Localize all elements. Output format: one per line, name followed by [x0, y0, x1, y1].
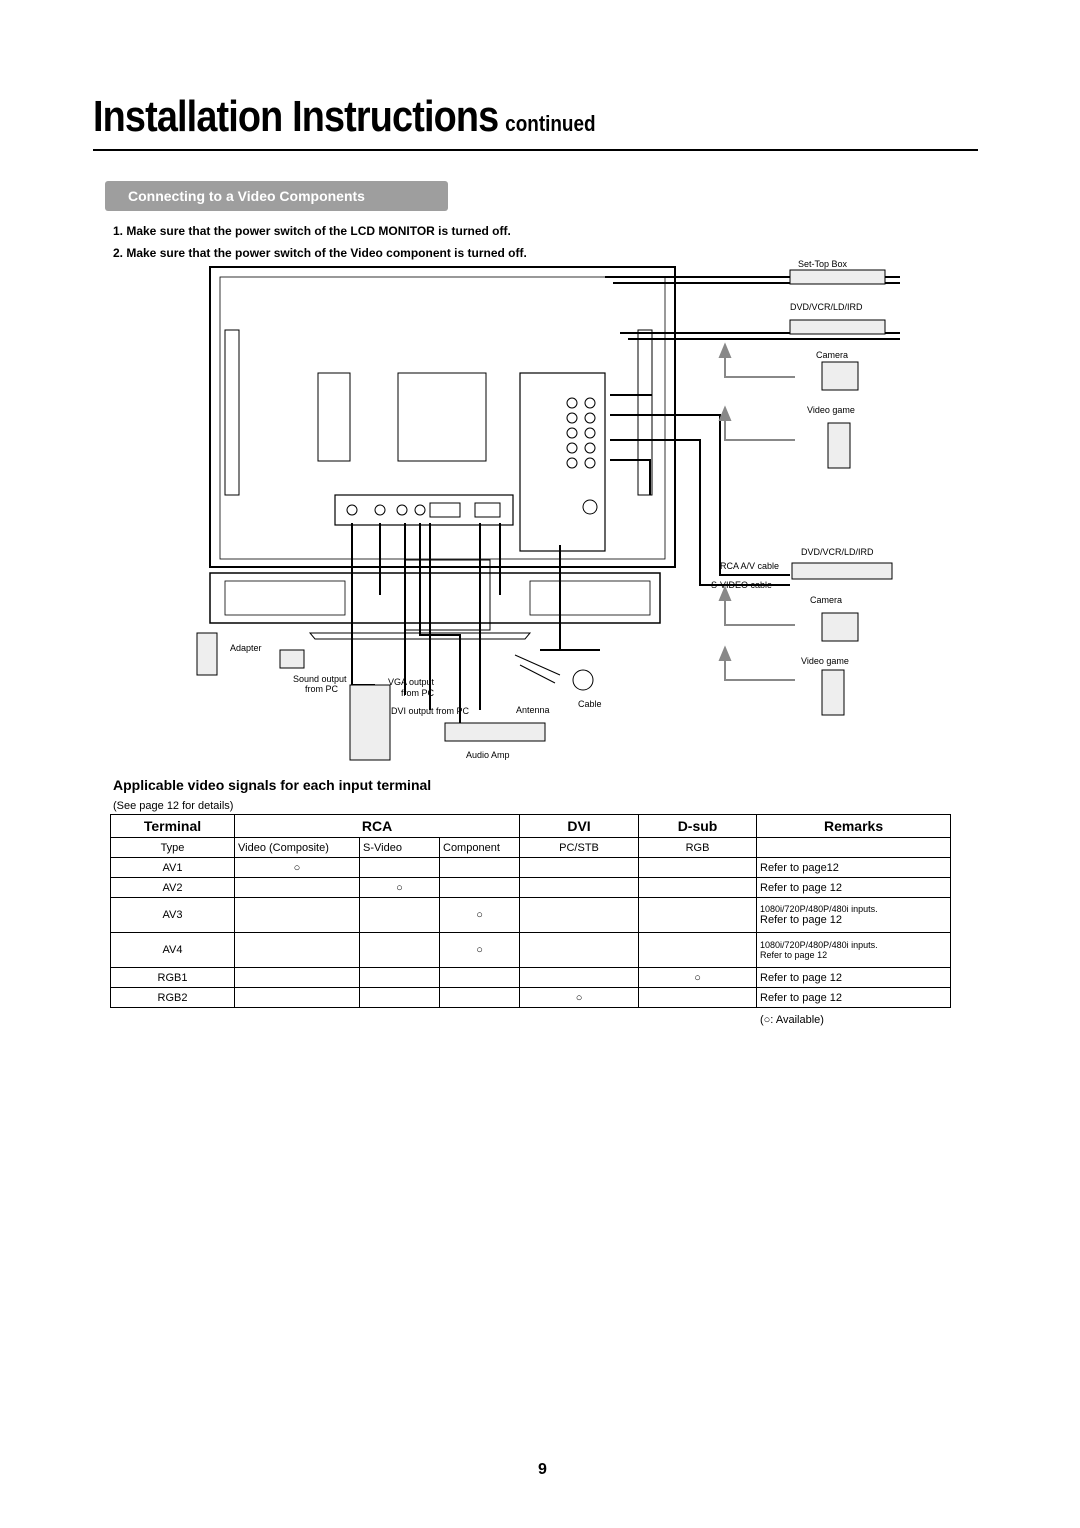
col-dsub: D-sub	[639, 815, 757, 838]
signals-heading: Applicable video signals for each input terminal	[113, 777, 432, 793]
remark-cell: Refer to page 12	[757, 878, 951, 898]
label-dvd2: DVD/VCR/LD/IRD	[801, 547, 874, 557]
remark-small: 1080i/720P/480P/480i inputs.	[760, 940, 878, 950]
type-remarks	[757, 838, 951, 858]
terminal-cell: AV2	[111, 878, 235, 898]
availability-legend: (○: Available)	[760, 1014, 824, 1026]
devices	[197, 270, 892, 760]
remark-cell: Refer to page 12	[757, 968, 951, 988]
connection-arrows	[720, 345, 795, 680]
type-rgb: RGB	[639, 838, 757, 858]
label-dvd1: DVD/VCR/LD/IRD	[790, 302, 863, 312]
remark-cell	[757, 898, 951, 933]
label-camera1: Camera	[816, 350, 849, 360]
step-2: 2. Make sure that the power switch of the Video component is turned off.	[113, 246, 527, 260]
label-dvi-output: DVI output from PC	[391, 706, 470, 716]
wall-outlet-icon	[197, 633, 217, 675]
label-cable: Cable	[578, 699, 602, 709]
table-row	[111, 898, 951, 933]
section-tab: Connecting to a Video Components	[105, 181, 448, 211]
dvd-player-icon	[790, 320, 885, 334]
available-mark: ○	[639, 968, 757, 988]
terminal-cell: RGB1	[111, 968, 235, 988]
col-rca: RCA	[235, 815, 520, 838]
label-audio-amp: Audio Amp	[466, 750, 510, 760]
table-header-row	[111, 815, 951, 838]
remark-text: Refer to page 12	[760, 950, 828, 960]
settop-box-icon	[790, 270, 885, 284]
col-terminal: Terminal	[111, 815, 235, 838]
step-1: 1. Make sure that the power switch of the LCD MONITOR is turned off.	[113, 224, 511, 238]
remark-cell: Refer to page12	[757, 858, 951, 878]
signals-table	[110, 814, 951, 1008]
available-mark: ○	[440, 898, 520, 933]
col-dvi: DVI	[520, 815, 639, 838]
type-pcstb: PC/STB	[520, 838, 639, 858]
dvd-player-icon-2	[792, 563, 892, 579]
label-adapter: Adapter	[230, 643, 262, 653]
lcd-monitor-rear	[210, 267, 675, 639]
terminal-cell: AV1	[111, 858, 235, 878]
table-row	[111, 858, 951, 878]
camera-icon	[822, 362, 858, 390]
antenna-icon	[515, 655, 560, 683]
type-composite: Video (Composite)	[235, 838, 360, 858]
remark-text: Refer to page 12	[760, 914, 842, 926]
pc-tower-icon	[350, 685, 390, 760]
joystick-icon-2	[822, 670, 844, 715]
table-row	[111, 988, 951, 1008]
adapter-icon	[280, 650, 304, 668]
remark-small: 1080i/720P/480P/480i inputs.	[760, 904, 878, 914]
label-videogame1: Video game	[807, 405, 855, 415]
available-mark: ○	[235, 858, 360, 878]
terminal-cell: AV3	[111, 898, 235, 933]
page-title	[93, 92, 596, 142]
terminal-cell: RGB2	[111, 988, 235, 1008]
remark-cell: Refer to page 12	[757, 988, 951, 1008]
page-title-text: Installation Instructions	[93, 92, 499, 141]
table-row	[111, 878, 951, 898]
signals-note: (See page 12 for details)	[113, 800, 234, 812]
cable-connector-icon	[573, 670, 593, 690]
label-vga-from: from PC	[401, 688, 435, 698]
label-svideo-cable: S-VIDEO cable	[711, 580, 773, 590]
audio-amp-icon	[445, 723, 545, 741]
type-label: Type	[111, 838, 235, 858]
label-camera2: Camera	[810, 595, 843, 605]
title-rule	[93, 149, 978, 151]
label-rca-cable: RCA A/V cable	[720, 561, 780, 571]
page-title-suffix: continued	[505, 111, 596, 136]
label-antenna: Antenna	[516, 705, 550, 715]
page-number: 9	[538, 1461, 547, 1478]
col-remarks: Remarks	[757, 815, 951, 838]
label-videogame2: Video game	[801, 656, 849, 666]
label-sound-output: Sound output	[293, 674, 347, 684]
table-row	[111, 968, 951, 988]
available-mark: ○	[520, 988, 639, 1008]
type-svideo: S-Video	[360, 838, 440, 858]
label-sound-from: from PC	[305, 684, 339, 694]
type-component: Component	[440, 838, 520, 858]
joystick-icon	[828, 423, 850, 468]
connection-diagram	[180, 255, 900, 775]
terminal-cell: AV4	[111, 933, 235, 968]
label-settop: Set-Top Box	[798, 259, 848, 269]
camera-icon-2	[822, 613, 858, 641]
available-mark: ○	[360, 878, 440, 898]
available-mark: ○	[440, 933, 520, 968]
table-row	[111, 933, 951, 968]
remark-cell	[757, 933, 951, 968]
label-vga-output: VGA output	[388, 677, 435, 687]
type-row	[111, 838, 951, 858]
